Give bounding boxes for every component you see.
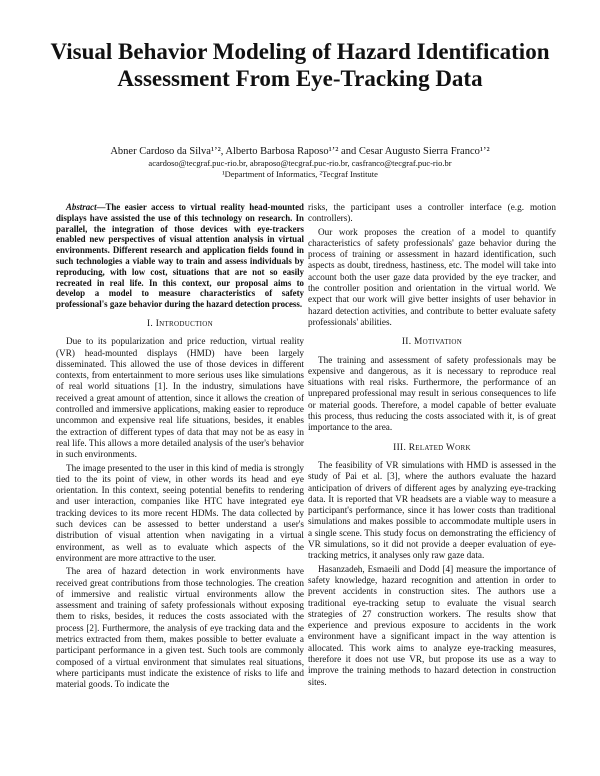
affiliations: ¹Department of Informatics, ²Tecgraf Institute — [222, 169, 378, 179]
paper-title: Visual Behavior Modeling of Hazard Identification Assessment From Eye-Tracking Data — [50, 39, 550, 91]
abstract-text: —The easier access to virtual reality head-mounted displays have assisted the use of this technology on research. In parallel, the integration of those devices with eye-trackers enabled new perspectives of visual attention analysis in virtual environments. Different research and application fields found in such technologies a viable way to train and assess individuals by reproducing, with low cost, situations that are not so easily recreated in real life. In this context, our proposal aims to develop a model to measure characteristics of safety professional's gaze behavior during the hazard detection process. — [56, 202, 304, 310]
section-heading-motivation: II. Motivation — [401, 337, 463, 348]
intro-paragraph-4: Our work proposes the creation of a model to quantify characteristics of safety professionals' gaze behavior during the process of training or assessment in hazard identification, such aspects as doubt, tiredness, hastiness, etc. The model will take into account both the user gaze data provided by the eye tracker, and the controller position and orientation in the virtual world. We expect that our work will give better insights of user behavior in hazard detection activities, and contribute to better evaluate safety professionals' abilities. — [308, 226, 556, 327]
intro-paragraph-2: The image presented to the user in this kind of media is strongly tied to the its point of view, in other words its head and eye orientation. In this context, seeing potential benefits to rendering and user interaction, companies like HTC have integrated eye tracking devices to its more recent HDMs. The data collected by such devices can be assessed to better understand a user's distribution of visual attention when navigating in a virtual environment, as well as to evaluate which aspects of the environment are more attractive to the user. — [56, 462, 304, 563]
abstract-label: Abstract — [66, 202, 97, 212]
section-heading-introduction: I. Introduction — [147, 318, 213, 329]
author-emails: acardoso@tecgraf.puc-rio.br, abraposo@tecgraf.puc-rio.br, casfranco@tecgraf.puc-rio.br — [148, 158, 452, 168]
motivation-paragraph: The training and assessment of safety professionals may be expensive and dangerous, as it is necessary to reproduce real situations with real risks. Furthermore, the performance of an unprepared professional may result in serious consequences to life or material goods. Therefore, a model capable of better evaluate this process, thus reducing the costs associated with it, is of great importance to the area. — [308, 354, 556, 433]
author-list: Abner Cardoso da Silva¹ʼ², Alberto Barbosa Raposo¹ʼ² and Cesar Augusto Sierra Franco¹ʼ² — [110, 146, 490, 157]
right-column — [308, 202, 556, 688]
intro-continuation: risks, the participant uses a controller interface (e.g. motion controllers). — [308, 202, 556, 224]
section-heading-related-work: III. Related Work — [393, 442, 471, 453]
intro-paragraph-1: Due to its popularization and price reduction, virtual reality (VR) head-mounted displays (HMD) have been largely disseminated. This allowed the use of those devices in different contexts, from entertainment to more serious uses like simulations of real world situations [1]. In the industry, simulations have received a great amount of attention, since it allows the creation of controlled and immersive applications, making easier to reproduce uncommon and expensive real life situations, besides, it enables the extraction of different types of data that may not be as easy in real life. This allows a more detailed analysis of the user's behavior in such environments. — [56, 336, 304, 460]
related-paragraph-2: Hasanzadeh, Esmaeili and Dodd [4] measure the importance of safety knowledge, hazard recognition and attention in order to prevent accidents in construction sites. The authors use a traditional eye-tracking setup to evaluate the visual search strategies of 27 construction workers. The results show that experience and previous exposure to accidents in the work environment have a significant impact in the way attention is allocated. This work aims to analyze eye-tracking measures, therefore it does not use VR, but propose its use as a way to improve the training methods to hazard detection in construction sites. — [308, 563, 556, 687]
left-column — [56, 202, 304, 690]
abstract — [56, 202, 304, 310]
related-paragraph-1: The feasibility of VR simulations with HMD is assessed in the study of Pai et al. [3], where the authors evaluate the hazard anticipation of drivers of different ages by analyzing eye-tracking data. It is reported that VR headsets are a viable way to measure a participant's performance, since it has lower costs than traditional simulations and makes possible to accommodate multiple users in a single scene. This study focus on demonstrating the efficiency of VR simulations, so it did not provide a deeper evaluation of eye-tracking metrics, it analyses only raw gaze data. — [308, 459, 556, 561]
intro-paragraph-3: The area of hazard detection in work environments have received great contributions from those technologies. The creation of immersive and realistic virtual environments allow the assessment and training of safety professionals without exposing them to risks, besides, it reduces the costs associated with the process [2]. Furthermore, the analysis of eye tracking data and the metrics extracted from them, makes possible to better evaluate a participant performance in a given test. Such tools are commonly composed of a virtual environment that simulates real situations, where participants must indicate the existence of risks to life and material goods. To indicate the — [56, 566, 304, 690]
